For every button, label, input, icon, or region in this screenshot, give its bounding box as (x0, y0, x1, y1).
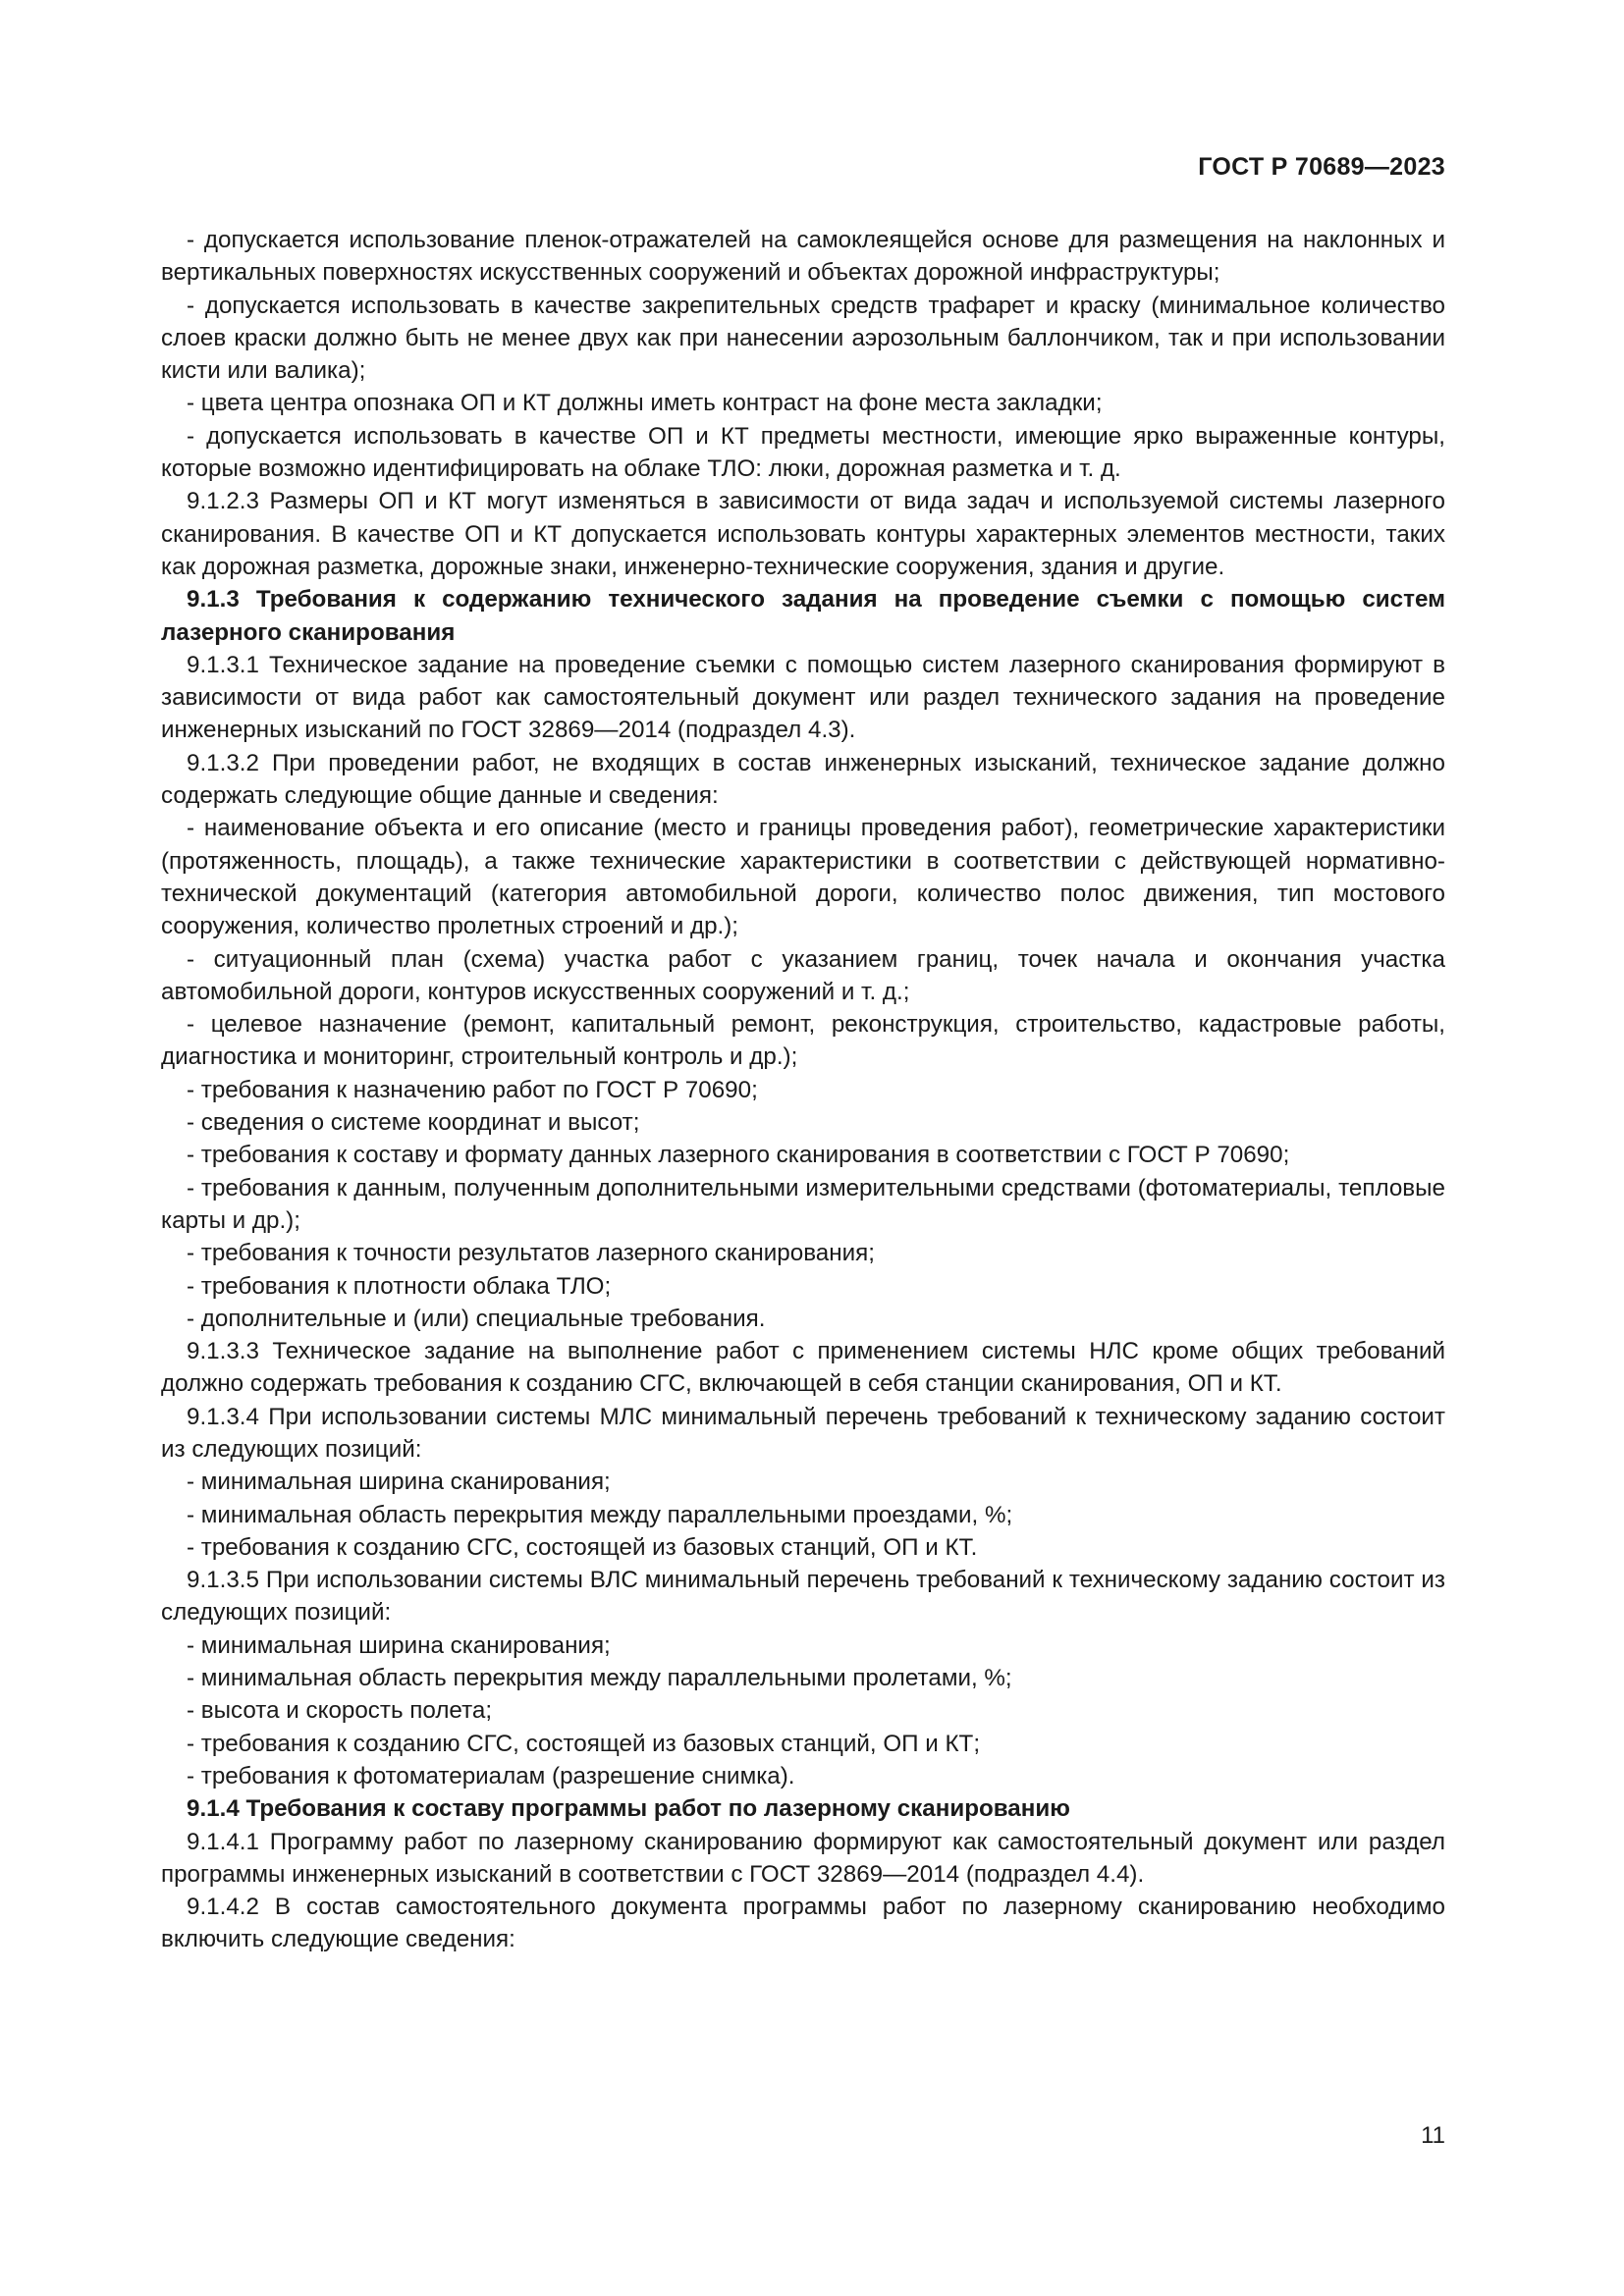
list-item: - минимальная область перекрытия между параллельными проездами, %; (187, 1501, 1013, 1528)
document-body (161, 224, 1445, 1956)
paragraph: 9.1.4.2 В состав самостоятельного документа программы работ по лазерному сканированию необходимо включить следующие сведения: (161, 1894, 1445, 1953)
section-heading: 9.1.4 Требования к составу программы работ по лазерному сканированию (187, 1795, 1070, 1823)
paragraph: 9.1.4.1 Программу работ по лазерному сканированию формируют как самостоятельный документ или раздел программы инженерных изысканий в соответствии с ГОСТ 32869—2014 (подраздел 4.4). (161, 1828, 1445, 1888)
paragraph: 9.1.3.5 При использовании системы ВЛС минимальный перечень требований к техническому заданию состоит из следующих позиций: (161, 1567, 1445, 1627)
paragraph: 9.1.2.3 Размеры ОП и КТ могут изменяться в зависимости от вида задач и используемой системы лазерного сканирования. В качестве ОП и КТ допускается использовать контуры характерных элементов местности, таких как дорожная разметка, дорожные знаки, инженерно-технические сооружения, здания и другие. (161, 488, 1445, 580)
list-item: - допускается использование пленок-отражателей на самоклеящейся основе для размещения на наклонных и вертикальных поверхностях искусственных сооружений и объектах дорожной инфраструктуры; (161, 227, 1445, 287)
list-item: - требования к созданию СГС, состоящей из базовых станций, ОП и КТ; (187, 1730, 981, 1757)
page-number: 11 (1421, 2122, 1445, 2149)
list-item: - сведения о системе координат и высот; (187, 1109, 640, 1137)
list-item: - целевое назначение (ремонт, капитальный ремонт, реконструкция, строительство, кадастровые работы, диагностика и мониторинг, строительный контроль и др.); (161, 1011, 1445, 1071)
paragraph: 9.1.3.3 Техническое задание на выполнение работ с применением системы НЛС кроме общих требований должно содержать требования к созданию СГС, включающей в себя станции сканирования, ОП и КТ. (161, 1338, 1445, 1398)
list-item: - цвета центра опознака ОП и КТ должны иметь контраст на фоне места закладки; (187, 390, 1103, 417)
list-item: - требования к точности результатов лазерного сканирования; (187, 1240, 875, 1267)
paragraph: 9.1.3.1 Техническое задание на проведение съемки с помощью систем лазерного сканирования формируют в зависимости от вида работ как самостоятельный документ или раздел технического задания на проведение инженерных изысканий по ГОСТ 32869—2014 (подраздел 4.3). (161, 651, 1445, 744)
paragraph: 9.1.3.2 При проведении работ, не входящих в состав инженерных изысканий, техническое задание должно содержать следующие общие данные и сведения: (161, 749, 1445, 810)
list-item: - минимальная область перекрытия между параллельными пролетами, %; (187, 1665, 1012, 1692)
list-item: - требования к плотности облака ТЛО; (187, 1272, 612, 1300)
list-item: - дополнительные и (или) специальные требования. (187, 1305, 766, 1332)
list-item: - требования к составу и формату данных лазерного сканирования в соответствии с ГОСТ Р 70690; (187, 1142, 1290, 1169)
paragraph: 9.1.3.4 При использовании системы МЛС минимальный перечень требований к техническому заданию состоит из следующих позиций: (161, 1403, 1445, 1463)
list-item: - требования к назначению работ по ГОСТ Р 70690; (187, 1076, 758, 1103)
list-item: - допускается использовать в качестве ОП и КТ предметы местности, имеющие ярко выраженные контуры, которые возможно идентифицировать на облаке ТЛО: люки, дорожная разметка и т. д. (161, 422, 1445, 483)
list-item: - ситуационный план (схема) участка работ с указанием границ, точек начала и окончания участка автомобильной дороги, контуров искусственных сооружений и т. д.; (161, 945, 1445, 1005)
list-item: - минимальная ширина сканирования; (187, 1468, 611, 1496)
list-item: - требования к данным, полученным дополнительными измерительными средствами (фотоматериалы, тепловые карты и др.); (161, 1174, 1445, 1234)
section-heading: 9.1.3 Требования к содержанию технического задания на проведение съемки с помощью систем лазерного сканирования (161, 586, 1445, 646)
list-item: - требования к фотоматериалам (разрешение снимка). (187, 1762, 795, 1789)
list-item: - требования к созданию СГС, состоящей из базовых станций, ОП и КТ. (187, 1533, 978, 1561)
list-item: - минимальная ширина сканирования; (187, 1631, 611, 1659)
list-item: - допускается использовать в качестве закрепительных средств трафарет и краску (минимальное количество слоев краски должно быть не менее двух как при нанесении аэрозольным баллончиком, так и при использовании кисти или валика); (161, 292, 1445, 385)
list-item: - высота и скорость полета; (187, 1697, 493, 1725)
document-header: ГОСТ Р 70689—2023 (1198, 153, 1445, 181)
list-item: - наименование объекта и его описание (место и границы проведения работ), геометрические характеристики (протяженность, площадь), а также технические характеристики в соответствии с действующей нормативно-технической документаций (категория автомобильной дороги, количество полос движения, тип мостового сооружения, количество пролетных строений и др.); (161, 815, 1445, 940)
